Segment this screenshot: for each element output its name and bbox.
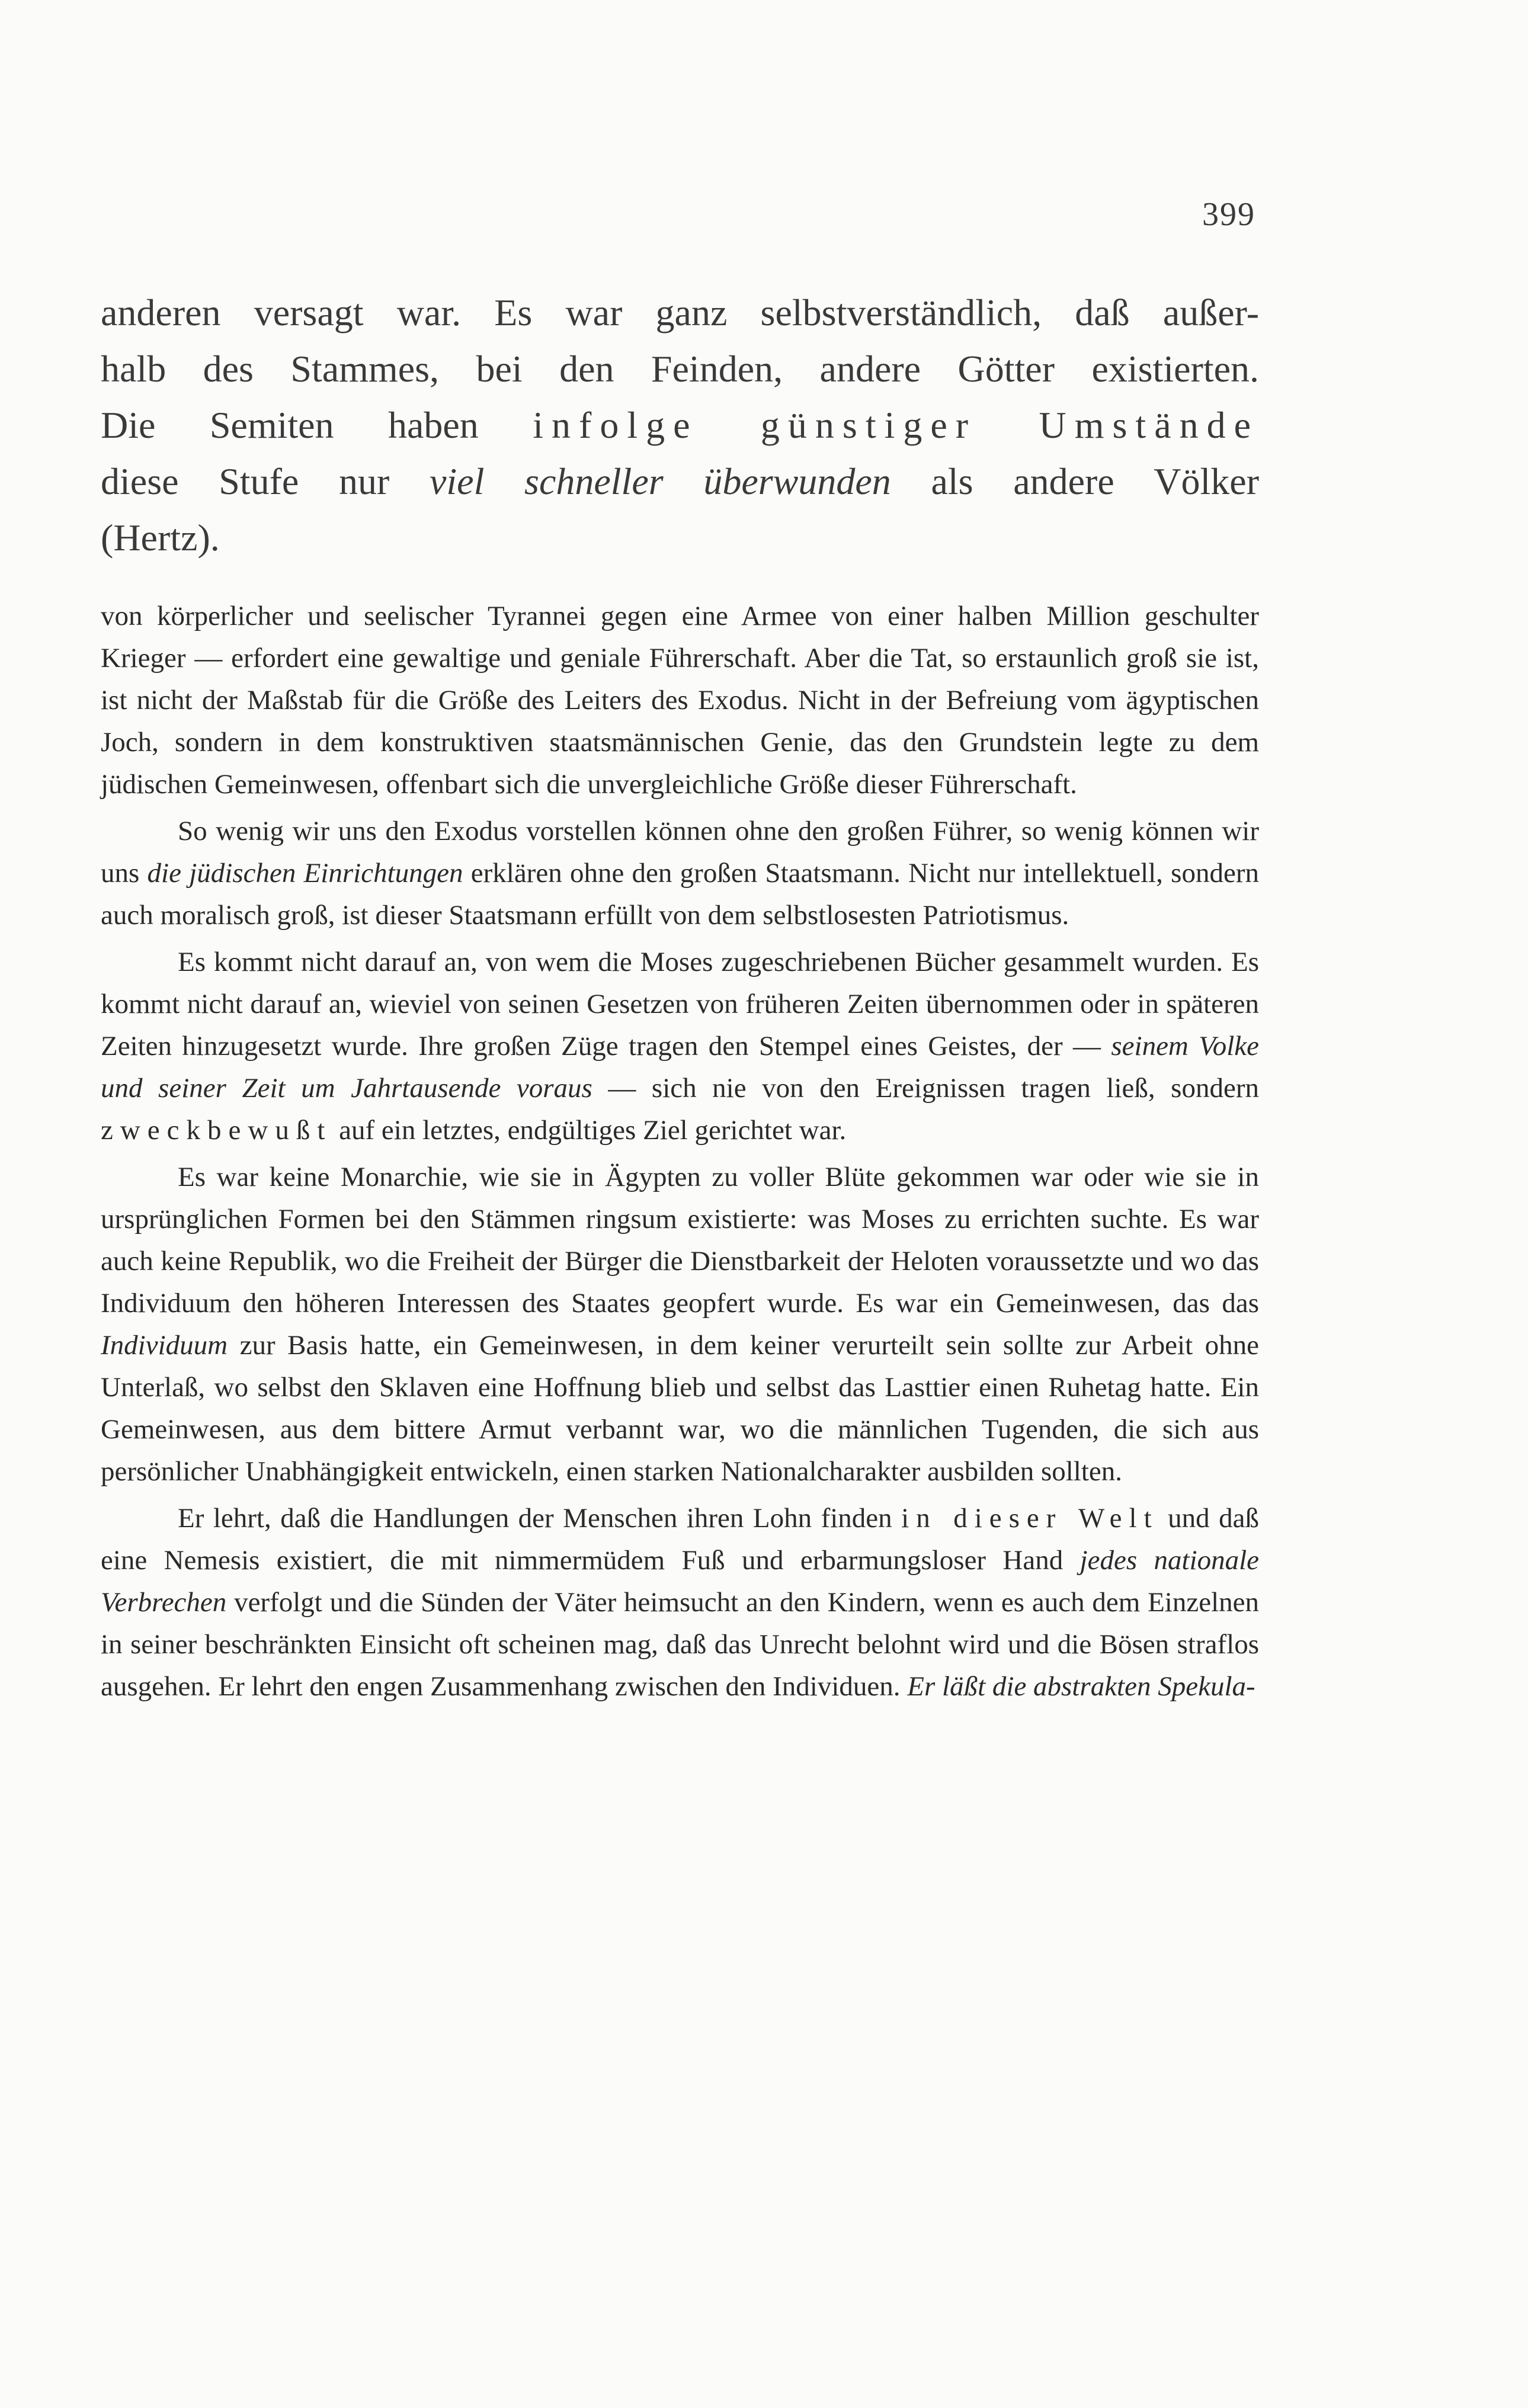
paragraph-text: So wenig wir uns den Exodus vorstellen können ohne den großen Führer, so wenig können wir uns: [101, 816, 1259, 889]
page-number: 399: [1202, 196, 1255, 233]
quoted-line-text: halb des Stammes, bei den Feinden, andere Götter existierten.: [101, 348, 1259, 390]
quoted-line: [101, 284, 1259, 341]
paragraph-text: von körperlicher und seelischer Tyrannei gegen eine Armee von einer halben Million geschulter Krieger — erfordert eine gewaltige und geniale Führerschaft. Aber die Tat, so erstaunlich groß sie ist, ist nicht der Maßstab für die Größe des Leiters des Exodus. Nicht in der Befreiung vom ägyptischen Joch, sondern in dem konstruktiven staatsmännischen Genie, das den Grundstein legte zu dem jüdischen Gemeinwesen, offenbart sich die unvergleichliche Größe dieser Führerschaft.: [101, 601, 1259, 800]
emphasized-italic-text: jedes nationale Verbrechen: [101, 1545, 1259, 1618]
emphasized-italic-text: Er läßt die abstrakten Spekula-: [907, 1671, 1255, 1702]
emphasized-italic-text: viel schneller überwunden: [429, 460, 891, 502]
paragraph-text: Es war keine Monarchie, wie sie in Ägypten zu voller Blüte gekommen war oder wie sie in ursprünglichen Formen bei den Stämmen ringsum existierte: was Moses zu errichten suchte. Es war auch keine Republik, wo die Freiheit der Bürger die Dienstbarkeit der Heloten voraussetzte und wo das Individuum den höheren Interessen des Staates geopfert wurde. Es war ein Gemeinwesen, das das: [101, 1162, 1259, 1319]
quoted-line-text: als andere Völker: [890, 460, 1260, 502]
paragraph-text: und daß eine Nemesis existiert, die mit nimmermüdem Fuß und erbarmungsloser Hand: [101, 1503, 1259, 1576]
paragraph-text: — sich nie von den Ereignissen tragen ließ, sondern: [592, 1073, 1259, 1104]
paragraph: [101, 941, 1259, 1152]
quoted-line: [101, 397, 1259, 453]
paragraph-text: verfolgt und die Sünden der Väter heimsucht an den Kindern, wenn es auch dem Einzelnen in seiner beschränkten Einsicht oft scheinen mag, daß das Unrecht belohnt wird und die Bösen straflos ausgehen. Er lehrt den engen Zusammenhang zwischen den Individuen.: [101, 1587, 1259, 1702]
emphasized-spaced-text: in dieser Welt: [901, 1503, 1159, 1534]
paragraph-text: erklären ohne den großen Staatsmann. Nicht nur intellektuell, sondern auch moralisch groß, ist dieser Staatsmann erfüllt von dem selbstlosesten Patriotismus.: [101, 858, 1259, 931]
paragraph: [101, 1498, 1259, 1708]
paragraph-text: zur Basis hatte, ein Gemeinwesen, in dem keiner verurteilt sein sollte zur Arbeit ohne Unterlaß, wo selbst den Sklaven eine Hoffnung blieb und selbst das Lasttier einen Ruhetag hatte. Ein Gemeinwesen, aus dem bittere Armut verbannt war, wo die männlichen Tugenden, die sich aus persönlicher Unabhängigkeit entwickeln, einen starken Nationalcharakter ausbilden sollten.: [101, 1330, 1259, 1487]
emphasized-spaced-text: infolge günstiger Umstände: [533, 404, 1260, 446]
paragraph-text: Er lehrt, daß die Handlungen der Menschen ihren Lohn finden: [178, 1503, 902, 1534]
paragraph: [101, 595, 1259, 806]
quoted-line: [101, 341, 1259, 397]
quoted-line-text: Die Semiten haben: [101, 404, 533, 446]
paragraph-text: Es kommt nicht darauf an, von wem die Moses zugeschriebenen Bücher gesammelt wurden. Es kommt nicht darauf an, wieviel von seinen Gesetzen von früheren Zeiten übernommen oder in späteren Zeiten hinzugesetzt wurde. Ihre großen Züge tragen den Stempel eines Geistes, der —: [101, 947, 1259, 1062]
emphasized-italic-text: die jüdischen Einrichtungen: [147, 858, 463, 889]
paragraph: [101, 810, 1259, 937]
paragraph: [101, 1156, 1259, 1493]
body-text: [101, 595, 1259, 1713]
emphasized-italic-text: Individuum: [101, 1330, 228, 1361]
quoted-line-text: (Hertz).: [101, 517, 220, 559]
paragraph-text: auf ein letztes, endgültiges Ziel gerichtet war.: [332, 1115, 847, 1146]
emphasized-spaced-text: zweckbewußt: [101, 1115, 332, 1146]
quoted-line-text: diese Stufe nur: [101, 460, 430, 502]
quoted-line: [101, 509, 1259, 566]
quoted-line: [101, 453, 1259, 509]
quoted-line-text: anderen versagt war. Es war ganz selbstverständlich, daß außer-: [101, 291, 1259, 334]
emphasized-italic-text: seinem Volke und seiner Zeit um Jahrtausende voraus: [101, 1031, 1259, 1104]
quoted-passage: [101, 284, 1259, 566]
